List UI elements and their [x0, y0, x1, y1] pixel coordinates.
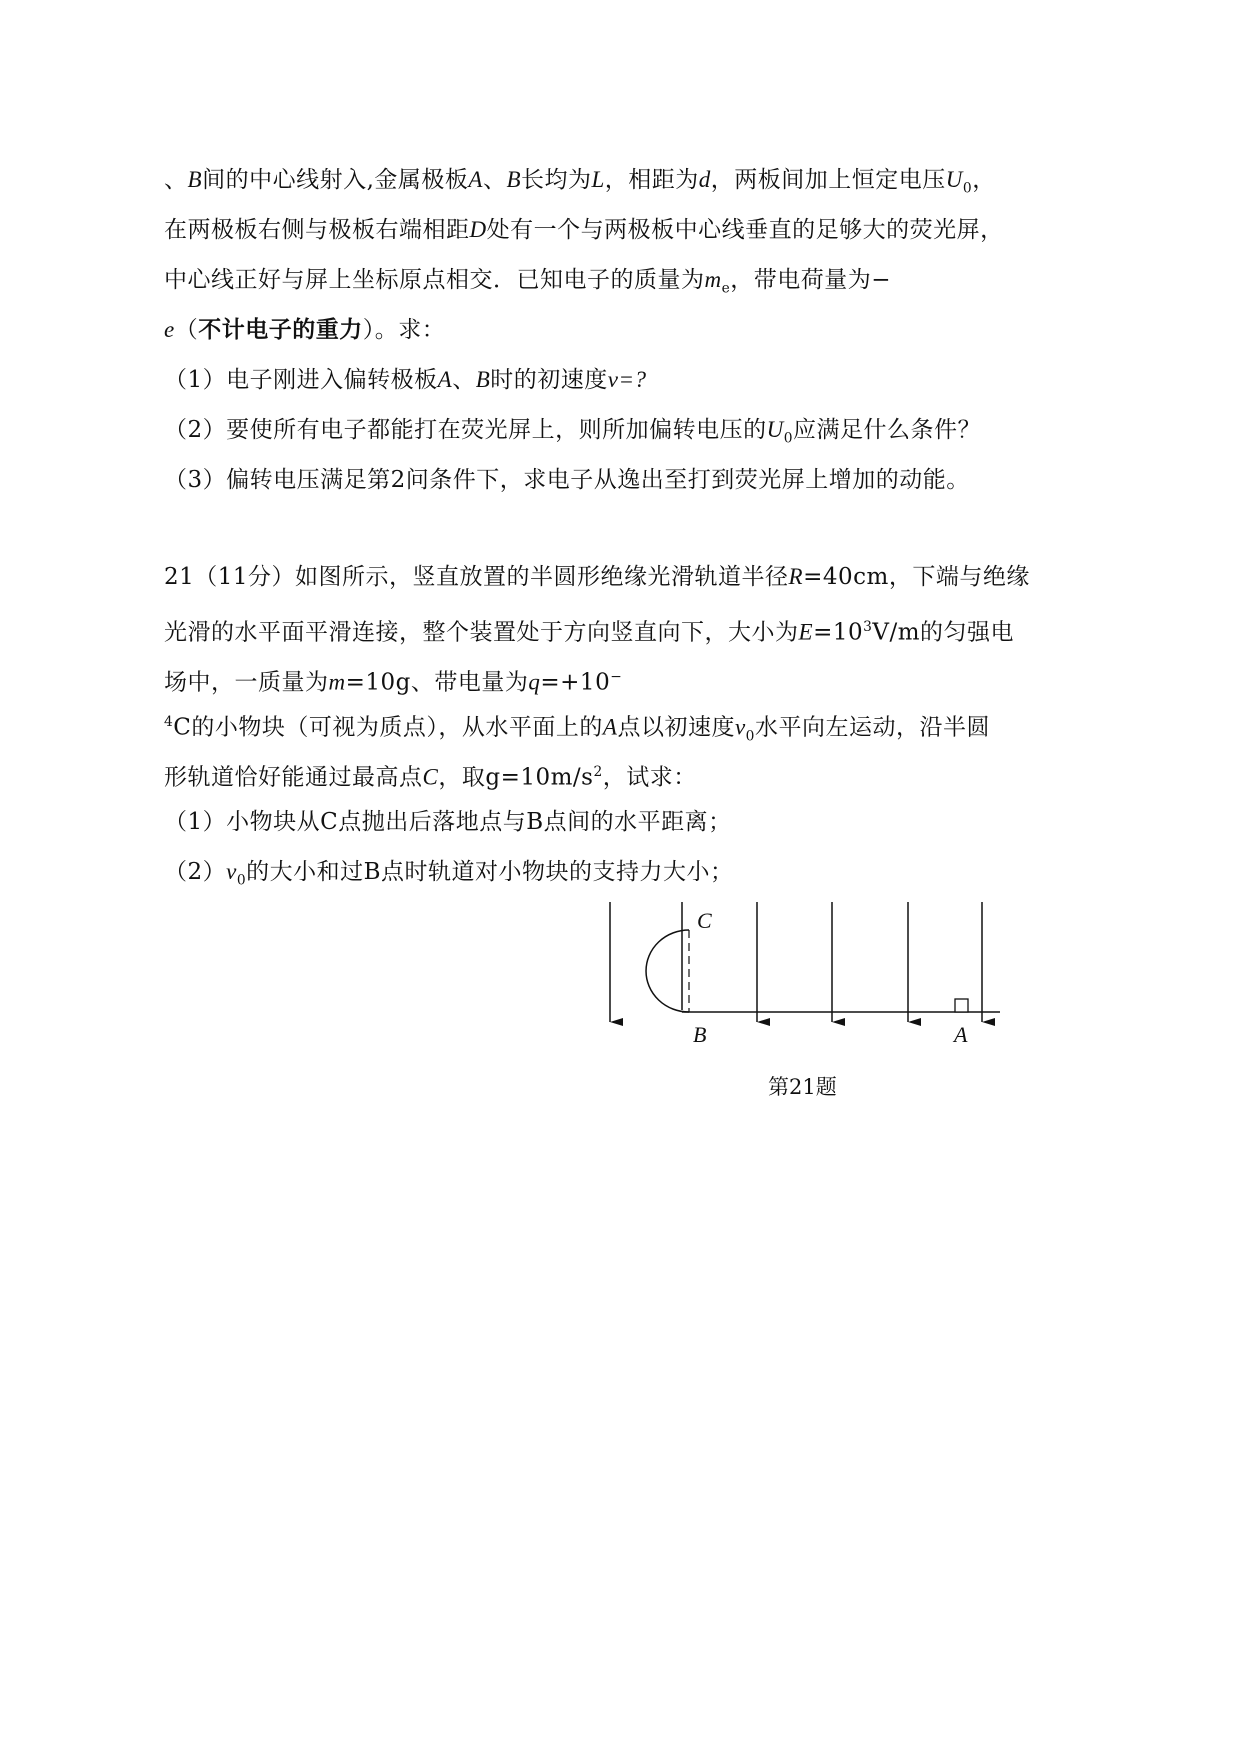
p20-line-4: e（不计电子的重力）。求： [164, 316, 446, 343]
figure-caption: 第21题 [768, 1075, 837, 1099]
p21-question-2: $(2)v_0$的大小和过B点时轨道对小物块的支持力大小； [164, 859, 734, 889]
p20-line-1: 、B间的中心线射入,金属极板A、B长均为L，相距为d，两板间加上恒定电压$U_0$， [164, 167, 996, 197]
p20-question-2: （2）要使所有电子都能打在荧光屏上，则所加偏转电压的$U_0$应满足什么条件？ [164, 417, 982, 447]
p21-line-2: 光滑的水平面平滑连接，整个装置处于方向竖直向下，大小为$E=10^3V/m$的匀强电 [164, 619, 1015, 646]
p20-question-1: （1）电子刚进入偏转极板A、B时的初速度v=? [164, 367, 647, 393]
p21-line-5: 形轨道恰好能通过最高点C，取$g=10m/s^2$，试求： [164, 764, 697, 791]
label-c: C [697, 908, 712, 933]
p20-question-3: （3）偏转电压满足第2问条件下，求电子从逸出至打到荧光屏上增加的动能。 [164, 467, 970, 493]
p20-line-3: 中心线正好与屏上坐标原点相交．已知电子的质量为$m_e$，带电荷量为− [164, 267, 892, 297]
p21-line-4: $^4$C的小物块（可视为质点），从水平面上的A点以初速度$v_0$水平向左运动，沿半圆 [164, 714, 990, 745]
label-b: B [693, 1022, 707, 1047]
p20-line-2: 在两极板右侧与极板右端相距D处有一个与两极板中心线垂直的足够大的荧光屏， [164, 217, 1004, 243]
p21-line-1: 21（11分）如图所示，竖直放置的半圆形绝缘光滑轨道半径R=40cm，下端与绝缘 [164, 564, 1030, 590]
small-block [955, 999, 968, 1012]
p21-line-3: 场中，一质量为m=10g、带电量为q=+10− [164, 669, 623, 696]
label-a: A [954, 1022, 968, 1047]
track-field-diagram [600, 900, 1020, 1100]
p21-question-1: （1）小物块从C点抛出后落地点与B点间的水平距离； [164, 809, 732, 835]
